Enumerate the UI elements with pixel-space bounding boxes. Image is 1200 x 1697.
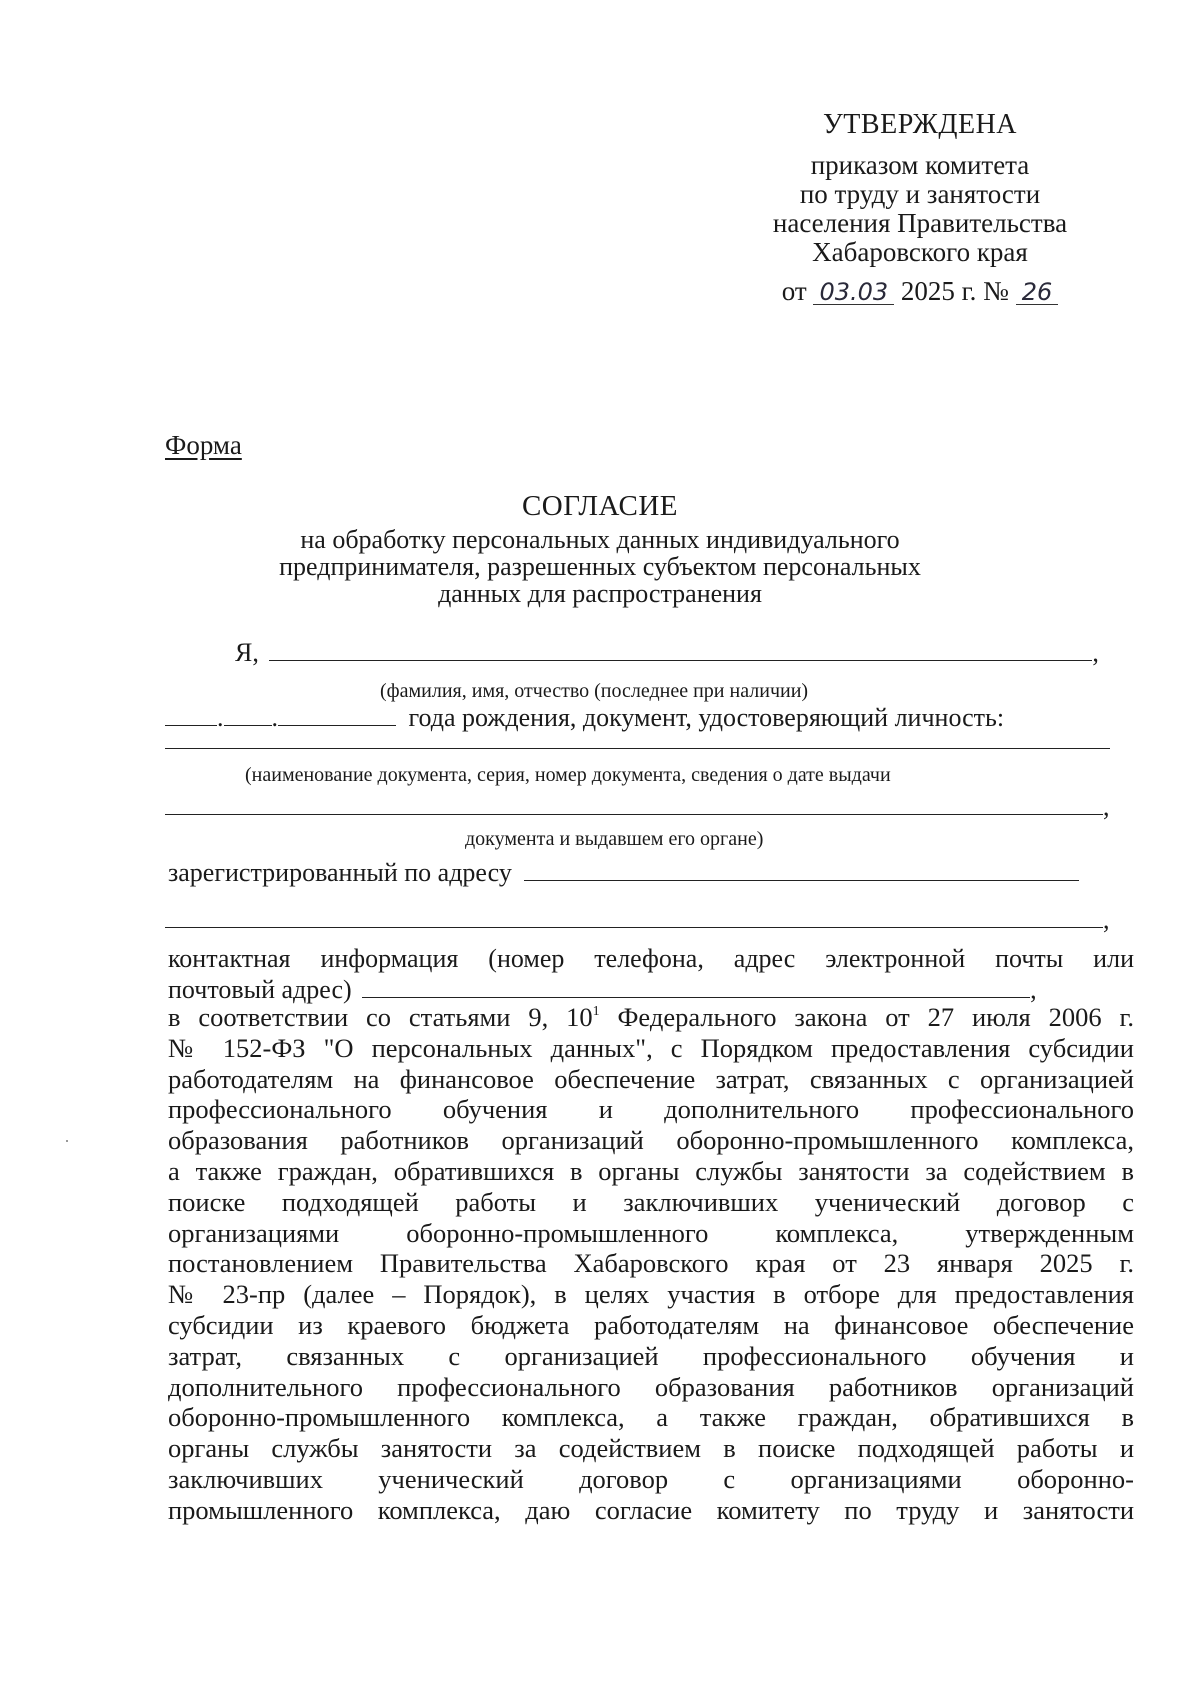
body-line-4: профессионального обучения и дополнительного профессионального [168,1094,1134,1125]
fio-line [235,638,1099,668]
body-line-1-part-b: Федерального закона от 27 июля 2006 г. [599,1002,1134,1032]
body-line-10: № 23-пр (далее – Порядок), в целях участия в отборе для предоставления [168,1279,1134,1310]
approval-line-1: приказом комитета [810,150,1030,180]
birth-day-blank[interactable] [165,703,217,726]
birth-year-blank[interactable] [278,703,396,726]
body-line-6: а также граждан, обратившихся в органы службы занятости за содействием в [168,1155,1134,1186]
body-line-9: постановлением Правительства Хабаровского края от 23 января 2025 г. [168,1248,1134,1279]
subtitle-line-3: данных для распространения [438,579,762,608]
body-line-16: заключивших ученический договор с организациями оборонно- [168,1463,1134,1494]
document-blank-line[interactable] [165,748,1110,749]
fio-comma: , [1092,638,1099,667]
address-blank-2[interactable] [165,905,1103,928]
approval-year: 2025 г. № [900,276,1009,306]
body-line-11: субсидии из краевого бюджета работодателям на финансовое обеспечение [168,1309,1134,1340]
body-line-5: образования работников организаций оборонно-промышленного комплекса, [168,1125,1134,1156]
birth-text: года рождения, документ, удостоверяющий личность: [408,703,1005,732]
approval-date-line [730,277,1110,306]
fio-hint: (фамилия, имя, отчество (последнее при наличии) [380,680,809,702]
handwritten-number: 26 [1016,280,1059,305]
document-line-2 [165,792,1110,822]
approval-line-2: по труду и занятости [799,179,1041,209]
contact-blank[interactable] [362,975,1030,998]
document-blank-2[interactable] [165,792,1103,815]
body-line-1-superscript: 1 [592,1004,600,1019]
document-comma: , [1103,792,1110,821]
address-blank[interactable] [524,858,1079,881]
document-subtitle [240,526,960,607]
fio-blank[interactable] [269,638,1092,661]
consent-body [168,1002,1134,1526]
approval-line-4: Хабаровского края [812,237,1028,267]
body-line-2: № 152-ФЗ "О персональных данных", с Порядком предоставления субсидии [168,1032,1134,1063]
form-label: Форма [165,430,242,460]
body-line-15: органы службы занятости за содействием в поиске подходящей работы и [168,1433,1134,1464]
body-line-3: работодателям на финансовое обеспечение затрат, связанных с организацией [168,1063,1134,1094]
contact-comma: , [1030,975,1037,1004]
body-line-1 [168,1002,1134,1033]
approval-title: УТВЕРЖДЕНА [822,109,1018,140]
body-line-13: дополнительного профессионального образования работников организаций [168,1371,1134,1402]
approval-stamp-block [730,110,1110,306]
body-line-8: организациями оборонно-промышленного комплекса, утвержденным [168,1217,1134,1248]
i-label: Я, [235,638,259,667]
address-line [168,858,1079,888]
handwritten-date: 03.03 [813,280,894,305]
contact-text-1: контактная информация (номер телефона, адрес электронной почты или [168,944,1134,973]
contact-line-1 [168,944,1134,974]
body-line-1-part-a: в соответствии со статьями 9, 10 [168,1002,593,1032]
contact-line-2 [168,975,1037,1005]
body-line-17: промышленного комплекса, даю согласие комитету по труду и занятости [168,1494,1134,1525]
body-line-12: затрат, связанных с организацией профессионального обучения и [168,1340,1134,1371]
approval-date-prefix: от [781,276,807,306]
body-line-7: поиске подходящей работы и заключивших ученический договор с [168,1186,1134,1217]
document-hint-1: (наименование документа, серия, номер документа, сведения о дате выдачи [245,764,891,786]
document-title: СОГЛАСИЕ [521,490,679,522]
approval-line-3: населения Правительства [772,208,1068,238]
birth-dot-1: . [217,703,224,732]
registered-label: зарегистрированный по адресу [168,858,512,887]
subtitle-line-2: предпринимателя, разрешенных субъектом персональных [279,552,921,581]
scan-speck [66,1140,68,1142]
body-line-14: оборонно-промышленного комплекса, а также граждан, обратившихся в [168,1402,1134,1433]
address-comma: , [1103,905,1110,934]
address-line-2 [165,905,1110,935]
birth-line [165,703,1004,733]
subtitle-line-1: на обработку персональных данных индивидуального [300,525,900,554]
contact-label: почтовый адрес) [168,975,352,1004]
birth-month-blank[interactable] [224,703,272,726]
document-hint-2: документа и выдавшем его органе) [465,828,764,850]
birth-dot-2: . [271,703,278,732]
